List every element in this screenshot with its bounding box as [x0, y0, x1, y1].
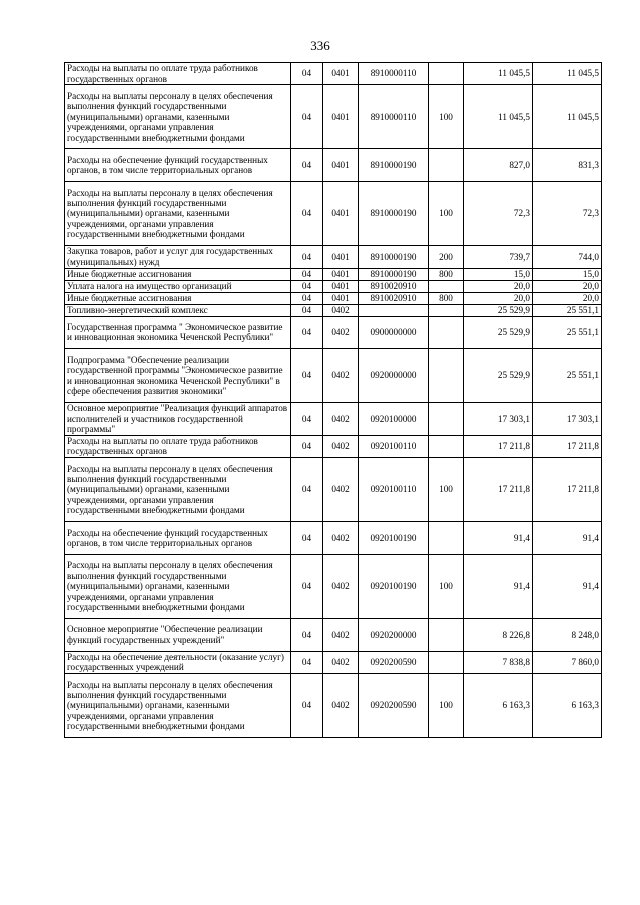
- cell-name: Уплата налога на имущество организаций: [65, 280, 291, 292]
- cell-expense-type: [429, 304, 464, 316]
- cell-section: 04: [291, 316, 323, 349]
- cell-name: Основное мероприятие "Обеспечение реализации функций государственных учреждений": [65, 618, 291, 651]
- cell-target-article: 0920100190: [359, 522, 429, 555]
- cell-sum-year-2: 7 860,0: [533, 651, 602, 673]
- table-row: [65, 458, 602, 522]
- cell-section: 04: [291, 182, 323, 246]
- cell-subsection: 0401: [323, 182, 359, 246]
- cell-sum-year-2: 20,0: [533, 292, 602, 304]
- cell-target-article: 0900000000: [359, 316, 429, 349]
- cell-section: 04: [291, 458, 323, 522]
- cell-section: 04: [291, 292, 323, 304]
- cell-sum-year-2: 91,4: [533, 522, 602, 555]
- cell-name: Расходы на выплаты персоналу в целях обеспечения выполнения функций государственными (муниципальными) органами, казенными учреждениями, органами управления государственными внебюджетными фондами: [65, 458, 291, 522]
- cell-expense-type: [429, 618, 464, 651]
- cell-section: 04: [291, 246, 323, 268]
- cell-sum-year-2: 744,0: [533, 246, 602, 268]
- table-row: [65, 554, 602, 618]
- cell-sum-year-1: 25 529,9: [464, 316, 533, 349]
- cell-sum-year-1: 17 303,1: [464, 402, 533, 435]
- cell-expense-type: [429, 402, 464, 435]
- cell-subsection: 0402: [323, 435, 359, 457]
- cell-expense-type: 100: [429, 554, 464, 618]
- cell-sum-year-1: 91,4: [464, 554, 533, 618]
- cell-name: Расходы на обеспечение функций государственных органов, в том числе территориальных органов: [65, 149, 291, 182]
- cell-target-article: 0920100000: [359, 402, 429, 435]
- cell-target-article: 8910000190: [359, 246, 429, 268]
- cell-target-article: 0920100110: [359, 458, 429, 522]
- cell-target-article: 0920100190: [359, 554, 429, 618]
- cell-sum-year-2: 11 045,5: [533, 85, 602, 149]
- table-row: [65, 349, 602, 403]
- cell-name: Расходы на выплаты по оплате труда работников государственных органов: [65, 435, 291, 457]
- table-row: [65, 246, 602, 268]
- table-row: [65, 402, 602, 435]
- cell-target-article: 0920200000: [359, 618, 429, 651]
- cell-expense-type: [429, 316, 464, 349]
- cell-section: 04: [291, 618, 323, 651]
- cell-target-article: [359, 304, 429, 316]
- cell-sum-year-1: 72,3: [464, 182, 533, 246]
- cell-section: 04: [291, 63, 323, 85]
- budget-table: [64, 62, 602, 738]
- cell-subsection: 0401: [323, 85, 359, 149]
- cell-name: Иные бюджетные ассигнования: [65, 268, 291, 280]
- cell-subsection: 0402: [323, 458, 359, 522]
- cell-section: 04: [291, 522, 323, 555]
- cell-sum-year-1: 827,0: [464, 149, 533, 182]
- cell-name: Иные бюджетные ассигнования: [65, 292, 291, 304]
- cell-subsection: 0401: [323, 149, 359, 182]
- cell-subsection: 0402: [323, 316, 359, 349]
- table-row: [65, 280, 602, 292]
- table-row: [65, 149, 602, 182]
- cell-section: 04: [291, 435, 323, 457]
- table-row: [65, 674, 602, 738]
- table-body: [65, 63, 602, 738]
- table-row: [65, 268, 602, 280]
- cell-name: Подпрограмма "Обеспечение реализации государственной программы "Экономическое развитие и инновационная экономика Чеченской Республики" в сфере обеспечения развития экономики": [65, 349, 291, 403]
- cell-subsection: 0402: [323, 402, 359, 435]
- cell-subsection: 0401: [323, 280, 359, 292]
- table-row: [65, 651, 602, 673]
- cell-expense-type: 100: [429, 674, 464, 738]
- cell-sum-year-2: 25 551,1: [533, 316, 602, 349]
- cell-section: 04: [291, 280, 323, 292]
- cell-target-article: 8910000190: [359, 182, 429, 246]
- cell-sum-year-1: 7 838,8: [464, 651, 533, 673]
- cell-name: Расходы на выплаты персоналу в целях обеспечения выполнения функций государственными (муниципальными) органами, казенными учреждениями, органами управления государственными внебюджетными фондами: [65, 674, 291, 738]
- cell-sum-year-1: 17 211,8: [464, 435, 533, 457]
- cell-sum-year-1: 25 529,9: [464, 349, 533, 403]
- cell-sum-year-2: 91,4: [533, 554, 602, 618]
- cell-expense-type: 100: [429, 458, 464, 522]
- cell-sum-year-2: 17 303,1: [533, 402, 602, 435]
- cell-target-article: 0920000000: [359, 349, 429, 403]
- cell-sum-year-1: 8 226,8: [464, 618, 533, 651]
- cell-target-article: 8910020910: [359, 280, 429, 292]
- cell-sum-year-2: 831,3: [533, 149, 602, 182]
- cell-sum-year-2: 6 163,3: [533, 674, 602, 738]
- cell-name: Государственная программа " Экономическое развитие и инновационная экономика Чеченской Республики": [65, 316, 291, 349]
- cell-name: Расходы на обеспечение функций государственных органов, в том числе территориальных органов: [65, 522, 291, 555]
- cell-target-article: 8910000110: [359, 63, 429, 85]
- cell-sum-year-2: 15,0: [533, 268, 602, 280]
- cell-sum-year-2: 17 211,8: [533, 458, 602, 522]
- cell-sum-year-1: 20,0: [464, 280, 533, 292]
- cell-subsection: 0402: [323, 651, 359, 673]
- cell-subsection: 0402: [323, 618, 359, 651]
- cell-target-article: 8910000110: [359, 85, 429, 149]
- cell-sum-year-2: 17 211,8: [533, 435, 602, 457]
- cell-subsection: 0402: [323, 349, 359, 403]
- cell-subsection: 0402: [323, 304, 359, 316]
- cell-subsection: 0402: [323, 674, 359, 738]
- cell-target-article: 0920200590: [359, 651, 429, 673]
- cell-name: Закупка товаров, работ и услуг для государственных (муниципальных) нужд: [65, 246, 291, 268]
- cell-subsection: 0401: [323, 246, 359, 268]
- cell-section: 04: [291, 149, 323, 182]
- cell-name: Расходы на выплаты персоналу в целях обеспечения выполнения функций государственными (муниципальными) органами, казенными учреждениями, органами управления государственными внебюджетными фондами: [65, 182, 291, 246]
- cell-sum-year-1: 15,0: [464, 268, 533, 280]
- cell-expense-type: 100: [429, 182, 464, 246]
- cell-sum-year-1: 91,4: [464, 522, 533, 555]
- cell-section: 04: [291, 268, 323, 280]
- cell-expense-type: [429, 280, 464, 292]
- cell-section: 04: [291, 304, 323, 316]
- table-row: [65, 63, 602, 85]
- table-row: [65, 618, 602, 651]
- table-row: [65, 292, 602, 304]
- cell-target-article: 0920200590: [359, 674, 429, 738]
- table-row: [65, 316, 602, 349]
- table-row: [65, 435, 602, 457]
- table-row: [65, 182, 602, 246]
- cell-sum-year-2: 8 248,0: [533, 618, 602, 651]
- cell-sum-year-2: 72,3: [533, 182, 602, 246]
- cell-expense-type: [429, 522, 464, 555]
- cell-subsection: 0401: [323, 292, 359, 304]
- cell-expense-type: 800: [429, 268, 464, 280]
- table-row: [65, 522, 602, 555]
- cell-target-article: 8910000190: [359, 268, 429, 280]
- cell-name: Основное мероприятие "Реализация функций аппаратов исполнителей и участников государственной программы": [65, 402, 291, 435]
- cell-sum-year-2: 20,0: [533, 280, 602, 292]
- cell-sum-year-1: 20,0: [464, 292, 533, 304]
- cell-name: Топливно-энергетический комплекс: [65, 304, 291, 316]
- cell-name: Расходы на выплаты по оплате труда работников государственных органов: [65, 63, 291, 85]
- cell-expense-type: [429, 149, 464, 182]
- cell-sum-year-1: 11 045,5: [464, 63, 533, 85]
- cell-sum-year-1: 6 163,3: [464, 674, 533, 738]
- cell-expense-type: [429, 651, 464, 673]
- cell-sum-year-2: 25 551,1: [533, 304, 602, 316]
- cell-sum-year-2: 11 045,5: [533, 63, 602, 85]
- cell-subsection: 0402: [323, 554, 359, 618]
- cell-target-article: 8910020910: [359, 292, 429, 304]
- table-row: [65, 85, 602, 149]
- cell-section: 04: [291, 554, 323, 618]
- table-row: [65, 304, 602, 316]
- cell-section: 04: [291, 402, 323, 435]
- cell-section: 04: [291, 349, 323, 403]
- cell-target-article: 0920100110: [359, 435, 429, 457]
- cell-expense-type: [429, 349, 464, 403]
- cell-expense-type: 800: [429, 292, 464, 304]
- cell-section: 04: [291, 674, 323, 738]
- cell-sum-year-1: 17 211,8: [464, 458, 533, 522]
- page-number: 336: [310, 38, 330, 53]
- cell-sum-year-1: 739,7: [464, 246, 533, 268]
- cell-sum-year-2: 25 551,1: [533, 349, 602, 403]
- cell-expense-type: [429, 435, 464, 457]
- cell-name: Расходы на выплаты персоналу в целях обеспечения выполнения функций государственными (муниципальными) органами, казенными учреждениями, органами управления государственными внебюджетными фондами: [65, 554, 291, 618]
- cell-subsection: 0401: [323, 63, 359, 85]
- cell-subsection: 0402: [323, 522, 359, 555]
- cell-section: 04: [291, 651, 323, 673]
- cell-section: 04: [291, 85, 323, 149]
- cell-name: Расходы на выплаты персоналу в целях обеспечения выполнения функций государственными (муниципальными) органами, казенными учреждениями, органами управления государственными внебюджетными фондами: [65, 85, 291, 149]
- cell-target-article: 8910000190: [359, 149, 429, 182]
- cell-sum-year-1: 11 045,5: [464, 85, 533, 149]
- cell-expense-type: 200: [429, 246, 464, 268]
- cell-expense-type: [429, 63, 464, 85]
- cell-expense-type: 100: [429, 85, 464, 149]
- cell-name: Расходы на обеспечение деятельности (оказание услуг) государственных учреждений: [65, 651, 291, 673]
- cell-subsection: 0401: [323, 268, 359, 280]
- cell-sum-year-1: 25 529,9: [464, 304, 533, 316]
